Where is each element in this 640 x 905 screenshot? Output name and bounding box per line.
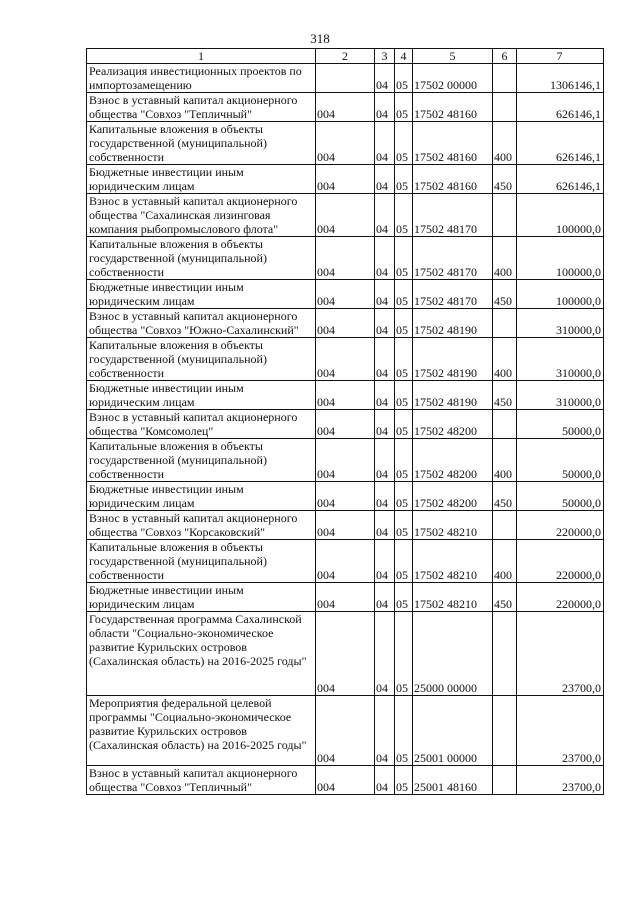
cell-col3: 04 (375, 93, 395, 122)
cell-col5: 17502 48210 (413, 511, 493, 540)
table-row (87, 612, 604, 696)
cell-col4: 05 (395, 237, 413, 280)
cell-col4: 05 (395, 165, 413, 194)
cell-col7: 50000,0 (517, 439, 604, 482)
cell-col3: 04 (375, 194, 395, 237)
cell-col4: 05 (395, 696, 413, 766)
cell-col2: 004 (316, 410, 375, 439)
cell-col7: 310000,0 (517, 309, 604, 338)
cell-name: Капитальные вложения в объекты государственной (муниципальной) собственности (87, 237, 316, 280)
cell-col6: 450 (493, 165, 517, 194)
cell-col4: 05 (395, 381, 413, 410)
cell-col7: 100000,0 (517, 237, 604, 280)
cell-name: Государственная программа Сахалинской области "Социально-экономическое развитие Курильских островов (Сахалинская область) на 2016-2025 годы" (87, 612, 316, 696)
cell-col4: 05 (395, 482, 413, 511)
cell-col7: 1306146,1 (517, 64, 604, 93)
cell-col5: 25000 00000 (413, 612, 493, 696)
cell-col7: 220000,0 (517, 511, 604, 540)
table-row (87, 165, 604, 194)
cell-name: Взнос в уставный капитал акционерного общества "Совхоз "Тепличный" (87, 766, 316, 795)
cell-name: Бюджетные инвестиции иным юридическим лицам (87, 165, 316, 194)
table-row (87, 280, 604, 309)
cell-col5: 17502 48190 (413, 338, 493, 381)
cell-col2: 004 (316, 511, 375, 540)
header-cell-col5: 5 (413, 49, 493, 64)
cell-col7: 626146,1 (517, 122, 604, 165)
cell-name: Бюджетные инвестиции иным юридическим лицам (87, 381, 316, 410)
cell-col2: 004 (316, 237, 375, 280)
cell-col3: 04 (375, 410, 395, 439)
cell-col4: 05 (395, 511, 413, 540)
cell-col4: 05 (395, 540, 413, 583)
cell-col3: 04 (375, 439, 395, 482)
cell-col5: 17502 48190 (413, 381, 493, 410)
cell-col5: 17502 00000 (413, 64, 493, 93)
cell-col6 (493, 766, 517, 795)
cell-col5: 17502 48160 (413, 165, 493, 194)
cell-col3: 04 (375, 583, 395, 612)
cell-col5: 17502 48200 (413, 410, 493, 439)
cell-col6 (493, 612, 517, 696)
cell-col5: 17502 48210 (413, 583, 493, 612)
cell-col3: 04 (375, 280, 395, 309)
cell-col2: 004 (316, 696, 375, 766)
cell-col3: 04 (375, 309, 395, 338)
table-row (87, 410, 604, 439)
table-row (87, 540, 604, 583)
cell-col7: 626146,1 (517, 165, 604, 194)
header-cell-col2: 2 (316, 49, 375, 64)
cell-col2: 004 (316, 338, 375, 381)
cell-col6 (493, 309, 517, 338)
cell-col6: 450 (493, 280, 517, 309)
cell-col4: 05 (395, 410, 413, 439)
cell-name: Капитальные вложения в объекты государственной (муниципальной) собственности (87, 338, 316, 381)
cell-name: Бюджетные инвестиции иным юридическим лицам (87, 280, 316, 309)
cell-col2: 004 (316, 612, 375, 696)
cell-col5: 17502 48200 (413, 439, 493, 482)
header-cell-col3: 3 (375, 49, 395, 64)
cell-col6: 450 (493, 583, 517, 612)
cell-col3: 04 (375, 696, 395, 766)
cell-col7: 100000,0 (517, 194, 604, 237)
cell-col2: 004 (316, 540, 375, 583)
cell-col7: 220000,0 (517, 540, 604, 583)
cell-col3: 04 (375, 381, 395, 410)
cell-col3: 04 (375, 612, 395, 696)
cell-col3: 04 (375, 766, 395, 795)
table-row (87, 64, 604, 93)
cell-col3: 04 (375, 482, 395, 511)
cell-col6: 450 (493, 381, 517, 410)
cell-col6: 400 (493, 439, 517, 482)
cell-col2: 004 (316, 93, 375, 122)
cell-col6: 450 (493, 482, 517, 511)
table-row (87, 309, 604, 338)
budget-table (86, 48, 604, 795)
cell-col7: 23700,0 (517, 766, 604, 795)
cell-col4: 05 (395, 122, 413, 165)
table-row (87, 766, 604, 795)
cell-col2: 004 (316, 439, 375, 482)
table-row (87, 482, 604, 511)
cell-name: Мероприятия федеральной целевой программы "Социально-экономическое развитие Курильских островов (Сахалинская область) на 2016-2025 годы" (87, 696, 316, 766)
table-row (87, 511, 604, 540)
cell-col3: 04 (375, 122, 395, 165)
cell-col5: 17502 48160 (413, 122, 493, 165)
cell-col6: 400 (493, 237, 517, 280)
cell-col4: 05 (395, 766, 413, 795)
cell-col7: 50000,0 (517, 482, 604, 511)
cell-col2: 004 (316, 766, 375, 795)
cell-name: Взнос в уставный капитал акционерного общества "Совхоз "Тепличный" (87, 93, 316, 122)
cell-col7: 310000,0 (517, 338, 604, 381)
cell-col5: 17502 48190 (413, 309, 493, 338)
cell-col2 (316, 64, 375, 93)
cell-col6: 400 (493, 540, 517, 583)
cell-col6 (493, 194, 517, 237)
table-body (87, 49, 604, 795)
cell-col3: 04 (375, 165, 395, 194)
cell-name: Капитальные вложения в объекты государственной (муниципальной) собственности (87, 540, 316, 583)
cell-col4: 05 (395, 612, 413, 696)
cell-col7: 626146,1 (517, 93, 604, 122)
header-cell-col6: 6 (493, 49, 517, 64)
cell-col5: 17502 48170 (413, 194, 493, 237)
header-cell-col7: 7 (517, 49, 604, 64)
cell-name: Капитальные вложения в объекты государственной (муниципальной) собственности (87, 439, 316, 482)
table-row (87, 381, 604, 410)
cell-col2: 004 (316, 280, 375, 309)
cell-col3: 04 (375, 64, 395, 93)
cell-col6: 400 (493, 122, 517, 165)
cell-col4: 05 (395, 309, 413, 338)
table-row (87, 93, 604, 122)
cell-col2: 004 (316, 194, 375, 237)
cell-col2: 004 (316, 122, 375, 165)
header-cell-col1: 1 (87, 49, 316, 64)
cell-col4: 05 (395, 280, 413, 309)
cell-col2: 004 (316, 482, 375, 511)
header-cell-col4: 4 (395, 49, 413, 64)
cell-col4: 05 (395, 338, 413, 381)
cell-col4: 05 (395, 93, 413, 122)
cell-name: Капитальные вложения в объекты государственной (муниципальной) собственности (87, 122, 316, 165)
table-row (87, 194, 604, 237)
cell-col5: 25001 48160 (413, 766, 493, 795)
cell-col5: 17502 48210 (413, 540, 493, 583)
cell-col4: 05 (395, 64, 413, 93)
cell-col4: 05 (395, 439, 413, 482)
cell-col5: 17502 48170 (413, 237, 493, 280)
cell-col6 (493, 410, 517, 439)
cell-name: Бюджетные инвестиции иным юридическим лицам (87, 482, 316, 511)
cell-name: Взнос в уставный капитал акционерного общества "Совхоз "Корсаковский" (87, 511, 316, 540)
cell-col7: 310000,0 (517, 381, 604, 410)
cell-col5: 17502 48160 (413, 93, 493, 122)
page-number: 318 (310, 31, 330, 46)
cell-col6: 400 (493, 338, 517, 381)
table-row (87, 338, 604, 381)
cell-col6 (493, 64, 517, 93)
cell-col7: 50000,0 (517, 410, 604, 439)
cell-col3: 04 (375, 540, 395, 583)
table-row (87, 122, 604, 165)
table-row (87, 237, 604, 280)
cell-col4: 05 (395, 583, 413, 612)
cell-col7: 220000,0 (517, 583, 604, 612)
cell-col4: 05 (395, 194, 413, 237)
table-row (87, 696, 604, 766)
cell-col7: 23700,0 (517, 696, 604, 766)
cell-name: Бюджетные инвестиции иным юридическим лицам (87, 583, 316, 612)
cell-col3: 04 (375, 237, 395, 280)
cell-col7: 100000,0 (517, 280, 604, 309)
cell-col5: 17502 48170 (413, 280, 493, 309)
cell-col2: 004 (316, 165, 375, 194)
cell-col6 (493, 511, 517, 540)
table-row (87, 583, 604, 612)
cell-col6 (493, 696, 517, 766)
cell-name: Взнос в уставный капитал акционерного общества "Сахалинская лизинговая компания рыбопромыслового флота" (87, 194, 316, 237)
cell-name: Взнос в уставный капитал акционерного общества "Совхоз "Южно-Сахалинский" (87, 309, 316, 338)
table-header-row (87, 49, 604, 64)
cell-col3: 04 (375, 511, 395, 540)
cell-col2: 004 (316, 309, 375, 338)
cell-col5: 25001 00000 (413, 696, 493, 766)
cell-col7: 23700,0 (517, 612, 604, 696)
cell-name: Взнос в уставный капитал акционерного общества "Комсомолец" (87, 410, 316, 439)
cell-col5: 17502 48200 (413, 482, 493, 511)
cell-name: Реализация инвестиционных проектов по импортозамещению (87, 64, 316, 93)
cell-col2: 004 (316, 583, 375, 612)
cell-col3: 04 (375, 338, 395, 381)
cell-col6 (493, 93, 517, 122)
cell-col2: 004 (316, 381, 375, 410)
table-row (87, 439, 604, 482)
